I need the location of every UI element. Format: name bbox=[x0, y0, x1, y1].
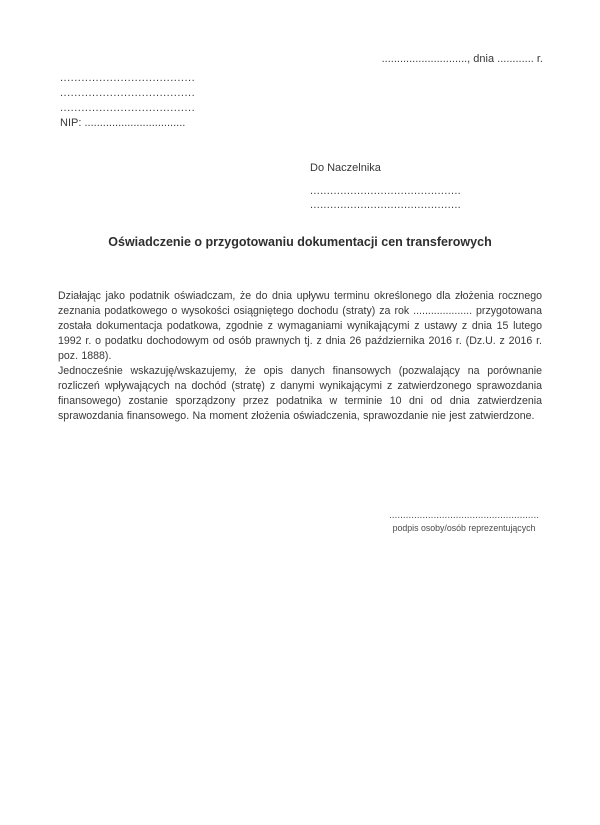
signature-blank-line: ...................................................... bbox=[388, 511, 540, 521]
date-place-line: ............................, dnia ............ r. bbox=[381, 53, 543, 65]
nip-label: NIP: bbox=[60, 117, 82, 129]
sender-blank-line: ...................................... bbox=[60, 102, 196, 114]
nip-blank-dots: ................................. bbox=[84, 117, 186, 129]
recipient-blank-line: ............................................. bbox=[310, 199, 462, 211]
sender-block bbox=[60, 71, 195, 131]
recipient-block bbox=[310, 161, 461, 212]
document-title: Oświadczenie o przygotowaniu dokumentacji cen transferowych bbox=[108, 235, 492, 249]
body-paragraph-1: Działając jako podatnik oświadczam, że do dnia upływu terminu określonego dla złożenia rocznego zeznania podatkowego o wysokości osiągniętego dochodu (straty) za rok .................... przygotowana została dokumentacja podatkowa, zgodnie z wymaganiami wynikającymi z ustawy z dnia 15 lutego 1992 r. o podatku dochodowym od osób prawnych tj. z dnia 26 października 2016 r. (Dz.U. z 2016 r. poz. 1888). bbox=[58, 290, 542, 362]
body-paragraph-2: Jednocześnie wskazuję/wskazujemy, że opis danych finansowych (pozwalający na porównanie rozliczeń wpływających na dochód (stratę) z danymi wynikającymi z zatwierdzonego sprawozdania finansowego) zostanie sporządzony przez podatnika w terminie 10 dni od dnia zatwierdzenia sprawozdania finansowego. Na moment złożenia oświadczenia, sprawozdanie nie jest zatwierdzone. bbox=[58, 365, 542, 422]
recipient-blank-line: ............................................. bbox=[310, 185, 462, 197]
signature-block bbox=[388, 511, 540, 534]
sender-blank-line: ...................................... bbox=[60, 87, 196, 99]
signature-caption: podpis osoby/osób reprezentujących bbox=[392, 523, 536, 533]
sender-blank-line: ...................................... bbox=[60, 72, 196, 84]
nip-line bbox=[60, 116, 195, 131]
recipient-label: Do Naczelnika bbox=[310, 162, 381, 174]
